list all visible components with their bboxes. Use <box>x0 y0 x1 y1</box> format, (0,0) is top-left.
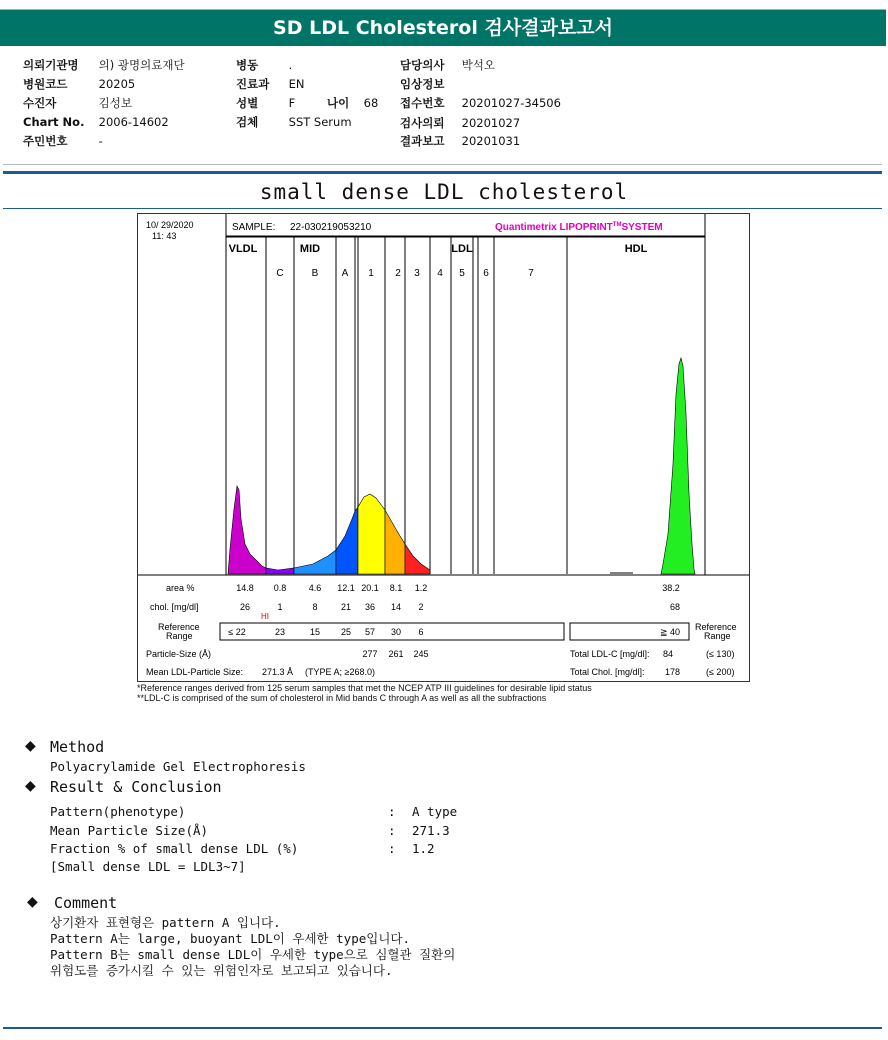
total-ldl-ref: (≤ 130) <box>706 649 735 659</box>
peak-ldl1 <box>358 494 385 574</box>
header-label: 접수번호 <box>400 96 445 110</box>
ref-value: 15 <box>309 627 321 637</box>
area-value: 20.1 <box>361 583 379 593</box>
header-row-reception-no <box>400 95 561 111</box>
header-row-resident-no <box>23 133 103 149</box>
peak-vldl <box>228 486 266 574</box>
result-value-pattern: A type <box>412 804 458 819</box>
header-label: 나이 <box>327 96 350 110</box>
header-label: 병원코드 <box>23 77 68 91</box>
header-value: 68 <box>363 96 379 110</box>
header-label: 검체 <box>236 115 259 129</box>
header-row-department <box>236 76 305 92</box>
peak-ldl2 <box>385 510 405 574</box>
comment-line: 상기환자 표현형은 pattern A 입니다. <box>50 915 281 930</box>
ref-label-right-line1: Reference <box>695 622 737 632</box>
area-value: 1.2 <box>414 583 428 593</box>
particle-size-value: 277 <box>362 649 378 659</box>
header-row-request-date <box>400 115 520 131</box>
result-label-pattern: Pattern(phenotype) <box>50 804 186 819</box>
comment-line: 위험도를 증가시킬 수 있는 위험인자로 보고되고 있습니다. <box>50 963 393 978</box>
header-value: . <box>288 58 293 72</box>
reference-label <box>158 622 200 641</box>
result-label-fraction: Fraction % of small dense LDL (%) <box>50 841 299 856</box>
band-label-7: 7 <box>528 268 534 279</box>
brand-suffix: SYSTEM <box>621 222 663 233</box>
band-label-B: B <box>311 268 319 279</box>
area-value: 4.6 <box>308 583 322 593</box>
header-value: 20201027 <box>461 116 521 130</box>
header-value: 20201027-34506 <box>461 96 561 110</box>
brand-name <box>495 222 663 233</box>
chol-value: 2 <box>418 602 424 612</box>
total-chol-label: Total Chol. [mg/dl]: <box>570 667 645 677</box>
lipoprint-svg <box>138 214 749 681</box>
bullet-diamond-icon: ◆ <box>27 894 38 910</box>
header-value: 박석오 <box>461 58 495 72</box>
ref-label-line2: Range <box>166 631 193 641</box>
ref-values <box>228 627 423 637</box>
divider-bottom <box>3 1027 882 1029</box>
header-label: Chart No. <box>23 115 85 129</box>
group-vldl: VLDL <box>228 243 258 255</box>
result-value-mean-size: 271.3 <box>412 823 450 838</box>
result-label-mean-size: Mean Particle Size(Å) <box>50 823 209 838</box>
header-value: 2006-14602 <box>98 115 169 129</box>
band-label-A: A <box>341 268 349 279</box>
particle-size-values <box>362 649 428 659</box>
group-ldl: LDL <box>451 243 473 255</box>
area-value: 12.1 <box>337 583 355 593</box>
chol-value: 14 <box>390 602 402 612</box>
area-value: 0.8 <box>273 583 287 593</box>
total-ldl-value: 84 <box>663 649 674 659</box>
header-value: 의) 광명의료재단 <box>98 58 185 72</box>
area-value-hdl: 38.2 <box>662 583 680 593</box>
band-label-4: 4 <box>437 268 443 279</box>
header-row-patient <box>23 95 132 111</box>
ref-label-right-line2: Range <box>704 631 731 641</box>
particle-size-value: 261 <box>388 649 404 659</box>
total-ldl-label: Total LDL-C [mg/dl]: <box>570 649 650 659</box>
brand-tm: TM <box>612 222 622 228</box>
header-label: 병동 <box>236 58 259 72</box>
ref-value: ≤ 22 <box>228 627 246 637</box>
chol-value: 36 <box>364 602 376 612</box>
result-value-fraction: 1.2 <box>412 841 435 856</box>
header-label: 주민번호 <box>23 134 68 148</box>
area-value: 14.8 <box>236 583 254 593</box>
area-values <box>236 583 680 593</box>
header-label: 진료과 <box>236 77 270 91</box>
header-row-specimen <box>236 114 352 130</box>
method-heading: Method <box>50 738 105 756</box>
chart-date: 10/ 29/2020 <box>146 220 194 230</box>
electropherogram <box>228 358 695 574</box>
header-value: 20205 <box>98 77 136 91</box>
ref-label-line1: Reference <box>158 622 200 632</box>
group-hdl: HDL <box>624 243 648 255</box>
divider-thin <box>3 208 882 209</box>
header-label: 담당의사 <box>400 58 445 72</box>
method-text: Polyacrylamide Gel Electrophoresis <box>50 759 306 774</box>
report-title: SD LDL Cholesterol 검사결과보고서 <box>0 9 886 46</box>
chol-value: 26 <box>239 602 251 612</box>
peak-mid-b <box>294 550 336 574</box>
header-label: 임상정보 <box>400 77 445 91</box>
mean-ldl-type: (TYPE A; ≥268.0) <box>305 667 375 677</box>
ref-value: 6 <box>418 627 424 637</box>
section-title: small dense LDL cholesterol <box>259 180 629 204</box>
band-label-1: 1 <box>368 268 374 279</box>
ref-hdl: ≧ 40 <box>659 627 680 637</box>
area-value: 8.1 <box>389 583 403 593</box>
peak-hdl <box>661 358 695 574</box>
total-chol-ref: (≤ 200) <box>706 667 735 677</box>
ref-value: 57 <box>364 627 376 637</box>
chol-value: 1 <box>277 602 283 612</box>
chart-time: 11: 43 <box>152 231 177 241</box>
comment-line: Pattern A는 large, buoyant LDL이 우세한 type입니다. <box>50 931 410 946</box>
bullet-diamond-icon: ◆ <box>25 778 36 794</box>
particle-size-label: Particle-Size (Å) <box>146 649 212 659</box>
comment-line: Pattern B는 small dense LDL이 우세한 type으로 심혈관 질환의 <box>50 947 456 962</box>
header-row-chart-no <box>23 115 169 129</box>
peak-mid-c <box>266 568 294 574</box>
total-chol-value: 178 <box>665 667 681 677</box>
chol-values <box>240 602 680 612</box>
bullet-diamond-icon: ◆ <box>25 738 36 754</box>
header-value: - <box>98 134 103 148</box>
ref-value: 30 <box>390 627 402 637</box>
band-separators <box>266 237 567 574</box>
band-label-2: 2 <box>395 268 401 279</box>
band-label-3: 3 <box>414 268 420 279</box>
result-colon: : <box>388 823 396 838</box>
result-note: [Small dense LDL = LDL3~7] <box>50 859 246 874</box>
ref-value: 25 <box>340 627 352 637</box>
peak-mid-a <box>336 507 358 574</box>
group-mid: MID <box>299 243 321 255</box>
sample-id: 22-030219053210 <box>290 222 372 233</box>
chol-value: 21 <box>340 602 352 612</box>
chol-value-hdl: 68 <box>669 602 681 612</box>
area-label: area % <box>166 583 195 593</box>
ref-value: 23 <box>274 627 286 637</box>
reference-label-right <box>695 622 737 641</box>
particle-size-value: 245 <box>413 649 429 659</box>
header-row-institution <box>23 57 185 73</box>
mean-ldl-value: 271.3 Å <box>262 667 294 677</box>
band-label-C: C <box>276 268 284 279</box>
header-row-physician <box>400 57 495 73</box>
header-label: 결과보고 <box>400 134 445 148</box>
header-row-ward <box>236 57 292 73</box>
header-value: 20201031 <box>461 134 521 148</box>
header-row-report-date <box>400 133 520 149</box>
sample-label: SAMPLE: <box>232 222 276 233</box>
divider-thick <box>3 171 882 174</box>
header-value: F <box>288 96 296 110</box>
band-label-6: 6 <box>483 268 489 279</box>
header-row-clinical-info <box>400 76 462 92</box>
header-value: EN <box>288 77 305 91</box>
chol-label: chol. [mg/dl] <box>150 602 199 612</box>
result-colon: : <box>388 804 396 819</box>
mean-ldl-label: Mean LDL-Particle Size: <box>146 667 244 677</box>
chol-value: 8 <box>312 602 318 612</box>
header-value: 김성보 <box>98 96 132 110</box>
header-label: 성별 <box>236 96 259 110</box>
header-row-hospital-code <box>23 76 135 92</box>
header-label: 검사의뢰 <box>400 116 445 130</box>
result-heading: Result & Conclusion <box>50 778 222 796</box>
header-value: SST Serum <box>288 115 352 129</box>
result-colon: : <box>388 841 396 856</box>
divider <box>3 164 882 165</box>
lipoprint-chart <box>137 213 750 682</box>
header-row-sex <box>236 95 295 111</box>
footnote-1: *Reference ranges derived from 125 serum samples that met the NCEP ATP III guidelines for desirable lipid status <box>137 683 592 693</box>
peak-ldl3 <box>405 544 430 574</box>
brand-main: Quantimetrix LIPOPRINT <box>495 222 613 233</box>
header-row-age <box>327 95 378 111</box>
hi-flag: HI <box>261 612 269 621</box>
header-label: 의뢰기관명 <box>23 58 79 72</box>
comment-heading: Comment <box>54 894 118 912</box>
band-label-5: 5 <box>459 268 465 279</box>
footnote-2: **LDL-C is comprised of the sum of cholesterol in Mid bands C through A as well as all the subfractions <box>137 693 547 703</box>
header-label: 수진자 <box>23 96 57 110</box>
